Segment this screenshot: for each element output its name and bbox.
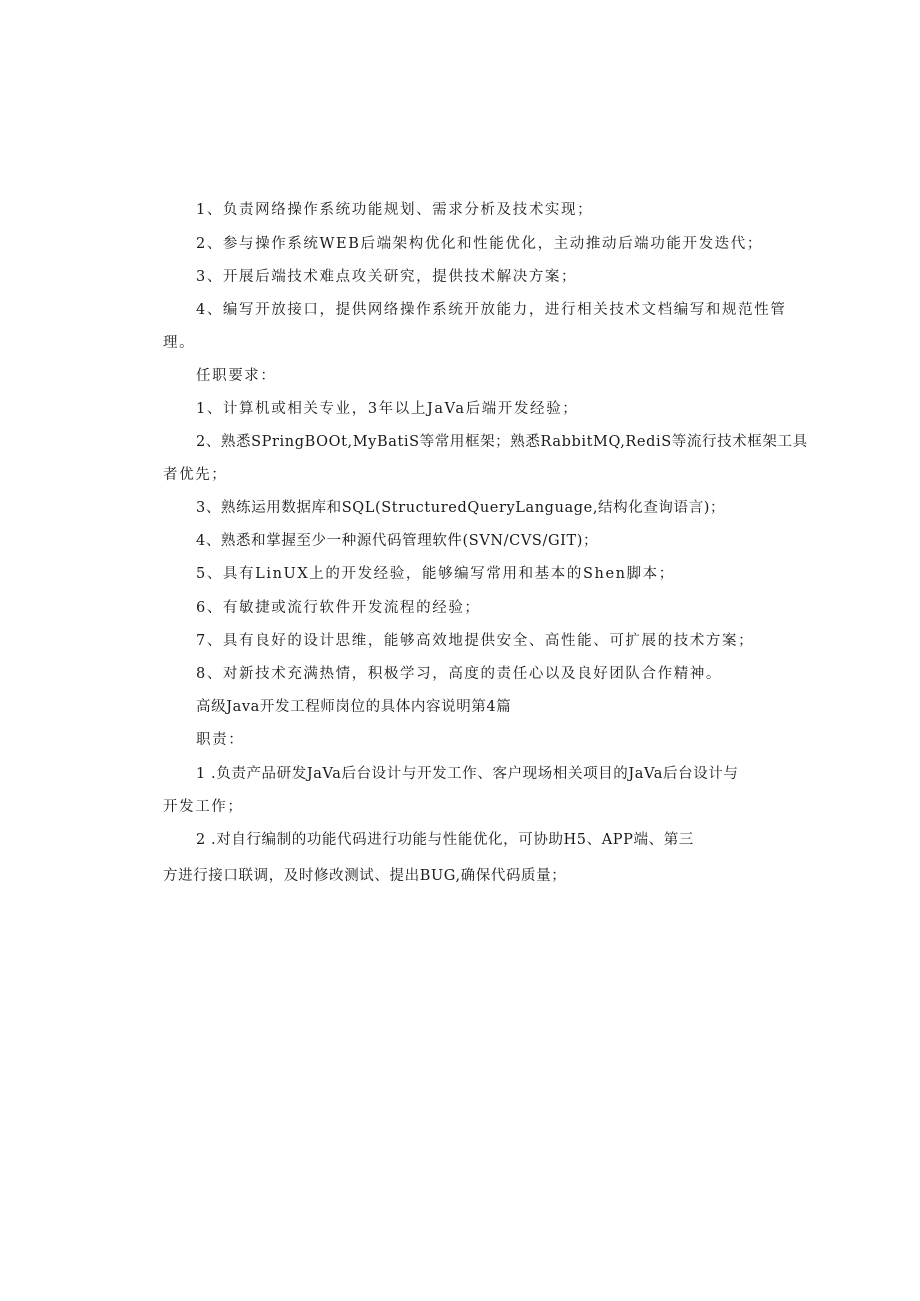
requirement-item-5: 5、具有LinUX上的开发经验，能够编写常用和基本的Shen脚本； [196, 566, 675, 582]
duty-item-4: 4、编写开放接口，提供网络操作系统开放能力，进行相关技术文档编写和规范性管 [196, 302, 787, 318]
requirement-item-6: 6、有敏捷或流行软件开发流程的经验； [196, 600, 481, 616]
duty-item-1-section4-continued: 开发工作； [163, 799, 244, 815]
requirement-item-2-continued: 者优先； [163, 467, 228, 483]
requirements-heading: 任职要求： [196, 368, 277, 384]
requirement-item-4: 4、熟悉和掌握至少一种源代码管理软件(SVN/CVS/GIT)； [196, 533, 599, 549]
duty-item-2-section4-continued: 方进行接口联调，及时修改测试、提出BUG,确保代码质量； [163, 868, 567, 884]
duty-item-2-section4: 2 .对自行编制的功能代码进行功能与性能优化，可协助H5、APP端、第三 [196, 832, 694, 848]
duty-item-1-section4: 1 .负责产品研发JaVa后台设计与开发工作、客户现场相关项目的JaVa后台设计与 [196, 766, 739, 782]
requirement-item-3: 3、熟练运用数据库和SQL(StructuredQueryLanguage,结构化查询语言)； [196, 500, 726, 516]
requirement-item-7: 7、具有良好的设计思维，能够高效地提供安全、高性能、可扩展的技术方案； [196, 633, 755, 649]
section-title: 高级Java开发工程师岗位的具体内容说明第4篇 [196, 699, 512, 715]
duties-heading: 职责： [196, 732, 245, 748]
duty-item-2: 2、参与操作系统WEB后端架构优化和性能优化，主动推动后端功能开发迭代； [196, 236, 763, 252]
duty-item-3: 3、开展后端技术难点攻关研究，提供技术解决方案； [196, 269, 578, 285]
requirement-item-8: 8、对新技术充满热情，积极学习，高度的责任心以及良好团队合作精神。 [196, 666, 723, 682]
requirement-item-1: 1、计算机或相关专业，3年以上JaVa后端开发经验； [196, 401, 579, 417]
duty-item-1: 1、负责网络操作系统功能规划、需求分析及技术实现； [196, 202, 594, 218]
duty-item-4-continued: 理。 [163, 335, 196, 351]
requirement-item-2: 2、熟悉SPringBOOt,MyBatiS等常用框架；熟悉RabbitMQ,RediS等流行技术框架工具 [196, 434, 808, 450]
